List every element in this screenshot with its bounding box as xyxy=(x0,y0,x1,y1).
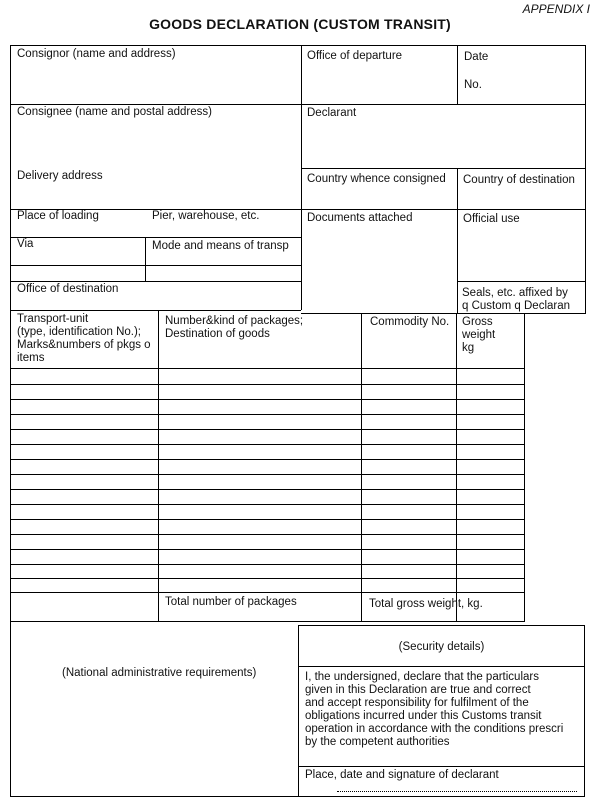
table-col-divider-3 xyxy=(456,313,457,621)
table-row xyxy=(10,459,525,460)
line-security-top xyxy=(298,625,585,626)
table-row xyxy=(10,444,525,445)
total-weight-label: Total gross weight, kg. xyxy=(369,598,483,610)
documents-label: Documents attached xyxy=(307,212,413,224)
table-header-packages: Number&kind of packages; Destination of goods xyxy=(165,315,304,340)
security-details-label: (Security details) xyxy=(398,641,485,653)
line-table-top-right xyxy=(301,313,586,314)
table-col-divider-2 xyxy=(361,313,362,621)
line-signature-top xyxy=(298,766,585,767)
frame-top xyxy=(10,45,586,46)
office-destination-label: Office of destination xyxy=(17,283,119,295)
signature-line[interactable] xyxy=(337,791,577,792)
table-row xyxy=(10,414,525,415)
table-row xyxy=(10,489,525,490)
table-col-divider-1 xyxy=(158,310,159,621)
table-row xyxy=(10,592,525,593)
appendix-label: APPENDIX I xyxy=(522,2,590,16)
declaration-text: I, the undersigned, declare that the particulars given in this Declaration are true and correct and accept responsibility for fulfilment of the obligations incurred under this Customs transit operation in accordance with the conditions prescri by the competent authorities xyxy=(305,671,564,748)
divider-official xyxy=(457,210,458,313)
line-footer-top xyxy=(10,621,525,622)
line-seals-top xyxy=(457,281,586,282)
table-row xyxy=(10,519,525,520)
table-row xyxy=(10,384,525,385)
delivery-address-label: Delivery address xyxy=(17,170,103,182)
mode-means-label: Mode and means of transp xyxy=(152,240,289,252)
line-row1 xyxy=(10,104,586,105)
consignor-label: Consignor (name and address) xyxy=(17,48,176,60)
table-row xyxy=(10,474,525,475)
line-table-top-left xyxy=(10,310,301,311)
date-label: Date xyxy=(464,51,489,63)
table-row xyxy=(10,549,525,550)
line-declarant-bottom xyxy=(301,168,586,169)
table-header-gross-weight: Gross weight kg xyxy=(462,316,496,354)
table-header-transport: Transport-unit (type, identification No.); Marks&numbers of pkgs o items xyxy=(17,313,151,364)
frame-left xyxy=(10,45,11,797)
pier-label: Pier, warehouse, etc. xyxy=(152,210,260,222)
number-label: No. xyxy=(464,79,482,91)
line-security-bottom xyxy=(298,666,585,667)
office-departure-label: Office of departure xyxy=(307,50,403,62)
frame-right-upper xyxy=(585,45,586,313)
seals-label: Seals, etc. affixed by q Custom q Declaran xyxy=(462,287,571,312)
table-row xyxy=(10,399,525,400)
line-via-top xyxy=(10,237,301,238)
consignee-label: Consignee (name and postal address) xyxy=(17,106,212,118)
line-via-bottom xyxy=(10,265,301,266)
table-row xyxy=(10,578,525,579)
table-row xyxy=(10,429,525,430)
country-destination-label: Country of destination xyxy=(463,174,575,186)
table-header-commodity: Commodity No. xyxy=(370,316,450,328)
national-requirements-label: (National administrative requirements) xyxy=(62,667,257,679)
divider-upper-mid xyxy=(301,45,302,310)
table-row xyxy=(10,534,525,535)
divider-country xyxy=(457,168,458,210)
form-title: GOODS DECLARATION (CUSTOM TRANSIT) xyxy=(149,16,451,32)
divider-date xyxy=(457,45,458,105)
table-row xyxy=(10,504,525,505)
official-use-label: Official use xyxy=(463,213,520,225)
frame-right-table xyxy=(524,313,525,621)
table-row xyxy=(10,564,525,565)
via-label: Via xyxy=(17,238,34,250)
declarant-label: Declarant xyxy=(307,107,357,119)
line-office-dest-top xyxy=(10,281,301,282)
signature-label: Place, date and signature of declarant xyxy=(305,769,499,781)
total-packages-label: Total number of packages xyxy=(165,596,297,608)
table-row xyxy=(10,368,525,369)
country-consigned-label: Country whence consigned xyxy=(307,173,446,185)
divider-via xyxy=(145,237,146,281)
place-loading-label: Place of loading xyxy=(17,210,99,222)
